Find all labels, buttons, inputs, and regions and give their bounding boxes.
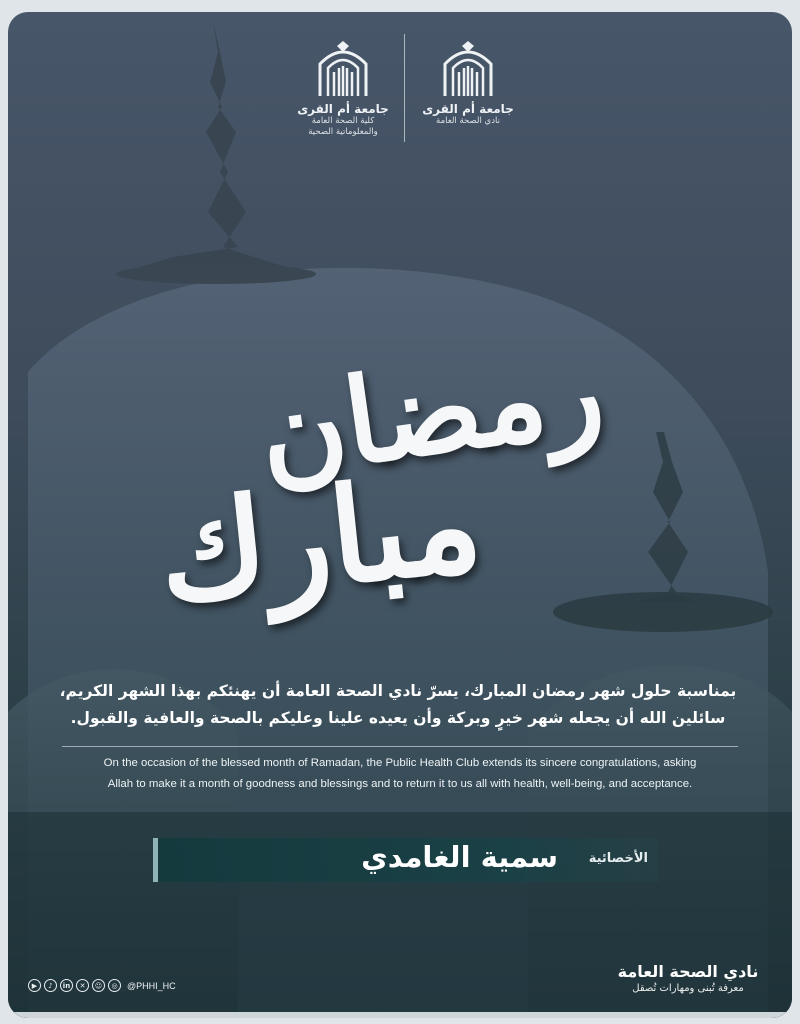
calligraphy-ramadan: رمضان <box>250 318 612 505</box>
logo-club-line: نادي الصحة العامة <box>436 116 500 126</box>
social-handle[interactable]: @PHHI_HC <box>127 980 176 991</box>
university-emblem-icon <box>312 38 374 100</box>
calligraphy-mubarak: مبارك <box>150 445 489 634</box>
logo-divider <box>404 34 405 142</box>
club-logo <box>408 38 528 127</box>
arabic-message-line-1: بمناسبة حلول شهر رمضان المبارك، يسرّ نادي الصحة العامة أن يهنئكم بهذا الشهر الكريم، <box>59 682 737 700</box>
logo-university-name: جامعة أم القرى <box>297 102 389 116</box>
greeting-card <box>8 12 792 1018</box>
instagram-icon[interactable]: ◎ <box>108 979 121 992</box>
english-message-line-1: On the occasion of the blessed month of Ramadan, the Public Health Club extends its sincere congratulations, asking <box>103 757 697 769</box>
logo-college-line-1: كلية الصحة العامة <box>311 116 375 126</box>
logo-college-line-2: والمعلوماتية الصحية <box>308 127 378 137</box>
linkedin-icon[interactable]: in <box>60 979 73 992</box>
snapchat-icon[interactable]: ☺ <box>92 979 105 992</box>
english-message <box>38 753 762 795</box>
signatory-name: سمية الغامدي <box>361 840 558 874</box>
club-tagline: معرفة تُبنى ومهارات تُصقل <box>632 983 744 994</box>
club-footer <box>598 962 778 994</box>
message-divider <box>62 746 738 747</box>
signatory-banner <box>153 838 658 882</box>
arabic-message <box>48 678 748 732</box>
bottom-strip <box>8 1012 792 1018</box>
tiktok-icon[interactable]: ♪ <box>44 979 57 992</box>
x-icon[interactable]: ✕ <box>76 979 89 992</box>
signatory-title: الأخصائية <box>588 851 648 866</box>
youtube-icon[interactable]: ▶ <box>28 979 41 992</box>
university-emblem-icon <box>437 38 499 100</box>
logo-university-name: جامعة أم القرى <box>422 102 514 116</box>
club-name: نادي الصحة العامة <box>617 962 759 981</box>
arabic-message-line-2: سائلين الله أن يجعله شهر خيرٍ وبركة وأن يعيده علينا وعليكم بالصحة والعافية والقبول. <box>70 709 726 727</box>
english-message-line-2: Allah to make it a month of goodness and blessings and to return it to us all with health, well-being, and acceptance. <box>107 778 693 790</box>
social-links <box>28 979 176 992</box>
college-logo <box>283 38 403 138</box>
